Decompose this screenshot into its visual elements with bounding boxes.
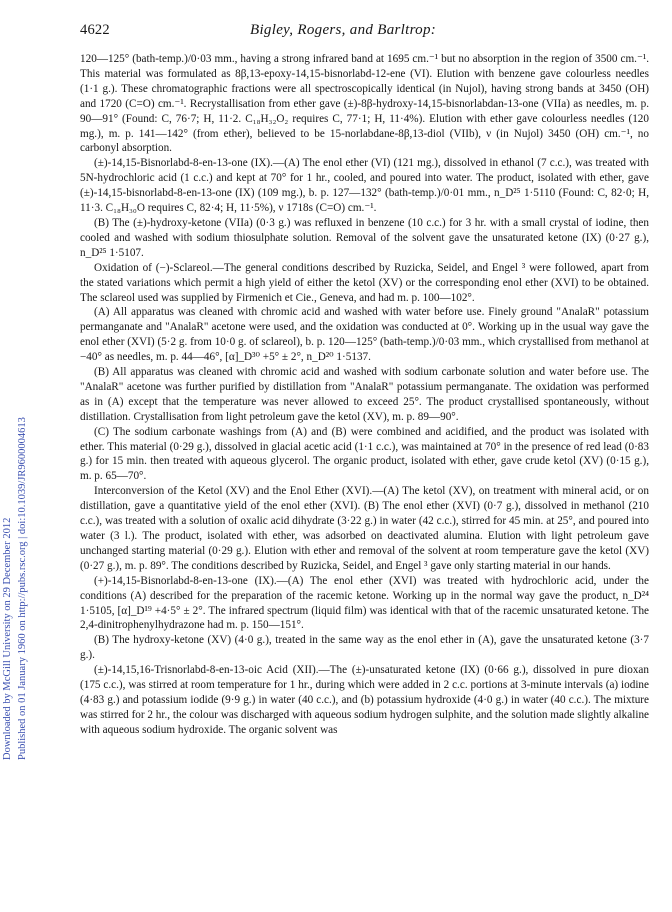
paragraph: (±)-14,15,16-Trisnorlabd-8-en-13-oic Acid (XII).—The (±)-unsaturated ketone (IX) (0·66 g.), dissolved in pure dioxan (175 c.c.), was stirred at room temperature for 1 hr., during which were added in 2 c.c. portions at 3-minute intervals (a) iodine (4·83 g.) and potassium iodide (9·9 g.) in water (40 c.c.), and (b) potassium hydroxide (4·0 g.) in water (40 c.c.). The mixture was stirred for 2 hr., the colour was discharged with aqueous sodium hydrogen sulphite, and the solution made slightly alkaline with aqueous sodium hydroxide. The organic solvent was	[80, 664, 650, 736]
paragraph: (±)-14,15-Bisnorlabd-8-en-13-one (IX).—(A) The enol ether (VI) (121 mg.), dissolved in ethanol (7 c.c.), was treated with 5N-hydrochloric acid (1 c.c.) and kept at 70° for 1 hr., cooled, and poured into water. The product, isolated with ether, gave (±)-14,15-bisnorlabd-8-en-13-one (IX) (109 mg.), b. p. 127—132° (bath-temp.)/0·01 mm., n_D²⁵ 1·5110 (Found: C, 82·0; H, 11·3. C₁₈H₃₀O requires C, 82·4; H, 11·5%), ν 1718s (C=O) cm.⁻¹.	[80, 157, 649, 215]
article-body	[80, 52, 649, 738]
published-notice[interactable]: Published on 01 January 1960 on http://pubs.rsc.org | doi:10.1039/JR9600004613	[17, 417, 28, 760]
page-number: 4622	[80, 22, 110, 38]
paragraph: 120—125° (bath-temp.)/0·03 mm., having a strong infrared band at 1695 cm.⁻¹ but no absorption in the region of 3500 cm.⁻¹. This material was formulated as 8β,13-epoxy-14,15-bisnorlabd-12-ene (VI). Elution with benzene gave colourless needles (1·1 g.). These chromatographic fractions were all spectroscopically identical (in Nujol), having strong bands at 3450 (OH) and 1720 (C=O) cm.⁻¹. Recrystallisation from ether gave (±)-8β-hydroxy-14,15-bisnorlabdan-13-one (VIIa) as needles, m. p. 90—91° (Found: C, 76·7; H, 11·2. C₁₈H₃₂O₂ requires C, 77·1; H, 11·4%). Elution with ether gave colourless needles (120 mg.), m. p. 141—142° (from ether), believed to be 15-norlabdane-8β,13-diol (VIIb), ν (in Nujol) 3450 (OH) cm.⁻¹, no carbonyl absorption.	[80, 53, 649, 155]
paragraph: (C) The sodium carbonate washings from (A) and (B) were combined and acidified, and the product was isolated with ether. This material (0·29 g.), dissolved in glacial acetic acid (1·1 c.c.), was maintained at 70° in the presence of red lead (0·83 g.) for 15 min. then treated with aqueous glycerol. The organic product, isolated with ether, gave crude ketol (XV) (0·15 g.), m. p. 65—70°.	[80, 425, 649, 483]
paragraph: Oxidation of (−)-Sclareol.—The general conditions described by Ruzicka, Seidel, and Engel ³ were followed, apart from the stated variations which permit a high yield of either the ketol (XV) or the corresponding enol ether (XVI) to be obtained. The sclareol used was supplied by Firmenich et Cie., Geneva, and had m. p. 100—102°.	[80, 261, 649, 304]
paragraph: (B) The (±)-hydroxy-ketone (VIIa) (0·3 g.) was refluxed in benzene (10 c.c.) for 3 hr. with a small crystal of iodine, then cooled and washed with sodium thiosulphate solution. Removal of the solvent gave the unsaturated ketone (IX) (0·27 g.), n_D²⁵ 1·5107.	[80, 216, 649, 259]
download-notice-sidebar	[0, 40, 30, 760]
paragraph: (B) The hydroxy-ketone (XV) (4·0 g.), treated in the same way as the enol ether in (A), gave the unsaturated ketone (3·7 g.).	[80, 634, 649, 662]
page-header	[80, 22, 648, 42]
paragraph: (B) All apparatus was cleaned with chromic acid and washed with sodium carbonate solution and water before use. The "AnalaR" acetone was further purified by distillation from "AnalaR" potassium permanganate. The oxidation was performed as in (A) except that the temperature was never allowed to exceed 25°. The product crystallised spontaneously, without distillation. Crystallisation from light petroleum gave the ketol (XV), m. p. 89—90°.	[80, 366, 649, 423]
downloaded-notice: Downloaded by McGill University on 29 December 2012	[2, 517, 13, 760]
paragraph: Interconversion of the Ketol (XV) and the Enol Ether (XVI).—(A) The ketol (XV), on treatment with mineral acid, or on distillation, gave a quantitative yield of the enol ether (XVI). (B) The enol ether (XVI) (0·7 g.), dissolved in methanol (210 c.c.), was treated with a solution of oxalic acid dihydrate (3·22 g.) in water (42 c.c.), stirred for 45 min. at 25°, and poured into water (3 l.). The product, isolated with ether, was adsorbed on deactivated alumina. Elution with light petroleum gave unchanged starting material (0·29 g.). Elution with ether and removal of the solvent at room temperature gave the ketol (XV) (0·27 g.), m. p. 89°. The conditions described by Ruzicka, Seidel, and Engel ³ gave only starting material in our hands.	[80, 485, 649, 572]
running-head: Bigley, Rogers, and Barltrop:	[250, 22, 437, 38]
paragraph: (A) All apparatus was cleaned with chromic acid and washed with water before use. Finely ground "AnalaR" potassium permanganate and "AnalaR" acetone were used, and the oxidation was conducted at 0°. Working up in the usual way gave the enol ether (XVI) (5·2 g. from 10·0 g. of sclareol), b. p. 120—125° (bath-temp.)/0·03 mm., which crystallised from methanol at −40° as needles, m. p. 44—46°, [α]_D³⁰ +5° ± 2°, n_D²⁰ 1·5137.	[80, 306, 649, 364]
paragraph: (+)-14,15-Bisnorlabd-8-en-13-one (IX).—(A) The enol ether (XVI) was treated with hydrochloric acid, under the conditions (A) described for the preparation of the racemic ketone. Working up in the normal way gave the product, n_D²⁴ 1·5105, [α]_D¹⁹ +4·5° ± 2°. The infrared spectrum (liquid film) was identical with that of the racemic unsaturated ketone. The 2,4-dinitrophenylhydrazone had m. p. 150—151°.	[80, 574, 649, 632]
